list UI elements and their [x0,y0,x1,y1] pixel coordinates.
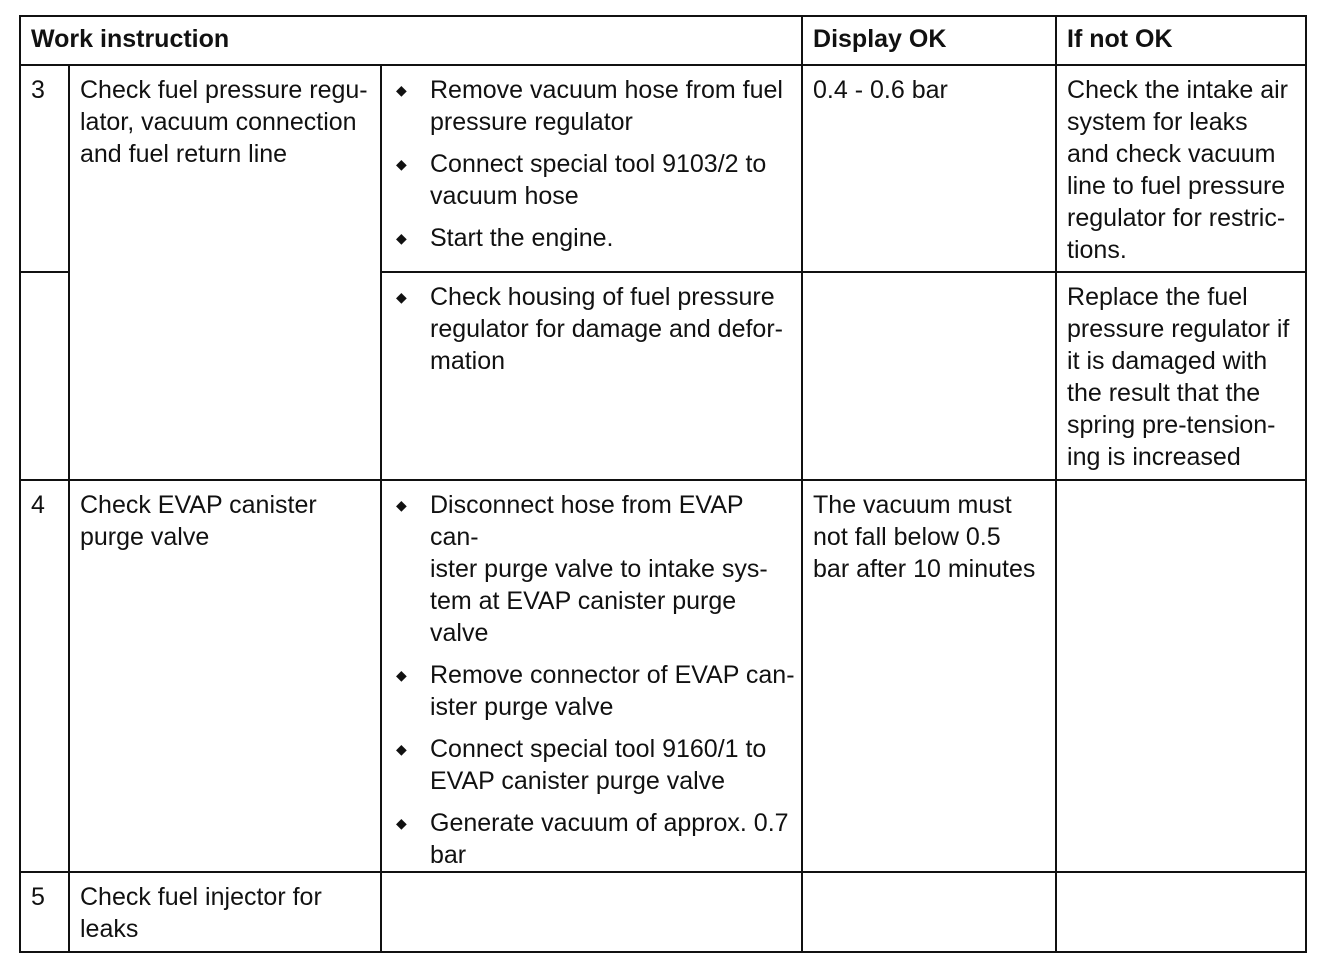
action-text: Start the engine. [430,224,614,252]
action-text: Check housing of fuel pressure regulator for damage and defor- mation [430,283,783,375]
action-item [392,222,795,254]
action-text: Connect special tool 9103/2 to vacuum hose [430,150,767,210]
step-5-if-not-ok [1056,872,1306,952]
action-text: Remove connector of EVAP can- ister purge valve [430,661,795,721]
work-instruction-document [19,15,1305,943]
action-item [392,281,795,377]
action-item [392,807,795,871]
action-item [392,148,795,212]
diamond-bullet-icon: ◆ [396,815,407,831]
diamond-bullet-icon: ◆ [396,156,407,172]
diamond-bullet-icon: ◆ [396,497,407,513]
step-3a-display-ok: 0.4 - 0.6 bar [802,65,1056,272]
action-text: Remove vacuum hose from fuel pressure regulator [430,76,783,136]
step-number-5: 5 [20,872,69,952]
table-row-step-5 [20,872,1306,952]
header-if-not-ok: If not OK [1056,16,1306,65]
step-3b-actions [381,272,802,480]
step-5-title: Check fuel injector for leaks [69,872,381,952]
step-number-4: 4 [20,480,69,872]
step-4-title: Check EVAP canister purge valve [69,480,381,872]
diamond-bullet-icon: ◆ [396,230,407,246]
diamond-bullet-icon: ◆ [396,741,407,757]
diamond-bullet-icon: ◆ [396,82,407,98]
action-item [392,659,795,723]
step-3b-if-not-ok: Replace the fuel pressure regulator if it is damaged with the result that the spring pre-tension- ing is increased [1056,272,1306,480]
header-row [20,16,1306,65]
step-5-actions [381,872,802,952]
work-instruction-table [19,15,1307,953]
step-3-title: Check fuel pressure regu- lator, vacuum connection and fuel return line [69,65,381,480]
step-4-actions [381,480,802,872]
step-3a-actions [381,65,802,272]
action-item [392,489,795,649]
action-text: Disconnect hose from EVAP can- ister purge valve to intake sys- tem at EVAP canister purge valve [430,491,768,647]
diamond-bullet-icon: ◆ [396,289,407,305]
step-3b-display-ok [802,272,1056,480]
header-work-instruction: Work instruction [20,16,802,65]
step-4-display-ok: The vacuum must not fall below 0.5 bar after 10 minutes [802,480,1056,872]
table-row-step-4 [20,480,1306,872]
header-display-ok: Display OK [802,16,1056,65]
action-text: Connect special tool 9160/1 to EVAP canister purge valve [430,735,767,795]
step-number-3: 3 [20,65,69,272]
step-3a-if-not-ok: Check the intake air system for leaks and check vacuum line to fuel pressure regulator for restric- tions. [1056,65,1306,272]
step-5-display-ok [802,872,1056,952]
step-4-if-not-ok [1056,480,1306,872]
action-item [392,74,795,138]
action-item [392,733,795,797]
diamond-bullet-icon: ◆ [396,667,407,683]
step-number-empty [20,272,69,480]
table-row-step-3a [20,65,1306,272]
action-text: Generate vacuum of approx. 0.7 bar [430,809,789,869]
